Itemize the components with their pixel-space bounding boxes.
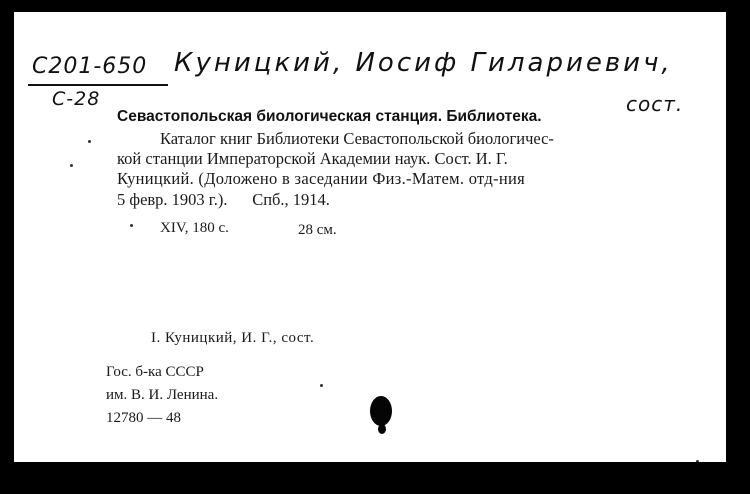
catalog-card bbox=[14, 12, 726, 462]
speck bbox=[320, 384, 323, 387]
ink-blot bbox=[378, 424, 386, 434]
body-line-4: 5 февр. 1903 г.). Спб., 1914. bbox=[117, 190, 330, 209]
stamp-line-2: им. В. И. Ленина. bbox=[106, 387, 219, 403]
added-entry: I. Куницкий, И. Г., сост. bbox=[151, 330, 315, 346]
call-number-underline bbox=[28, 84, 168, 86]
size: 28 см. bbox=[298, 222, 337, 238]
speck bbox=[88, 140, 91, 143]
scan-border-right bbox=[726, 0, 750, 494]
handwritten-role: сост. bbox=[626, 92, 684, 116]
stamp-line-3: 12780 — 48 bbox=[106, 410, 181, 426]
body-line-2: кой станции Императорской Академии наук. Сост. И. Г. bbox=[117, 149, 508, 168]
scan-border-bottom bbox=[0, 462, 750, 494]
card-heading: Севастопольская биологическая станция. Библиотека. bbox=[117, 108, 542, 125]
body-line-1: Каталог книг Библиотеки Севастопольской биологичес- bbox=[160, 129, 554, 148]
call-number-primary: С201-650 bbox=[32, 54, 148, 79]
collation: XIV, 180 с. bbox=[160, 220, 229, 236]
body-line-3: Куницкий. (Доложено в заседании Физ.-Матем. отд-ния bbox=[117, 169, 525, 188]
call-number-secondary: С-28 bbox=[52, 88, 101, 110]
speck bbox=[130, 224, 133, 227]
handwritten-author: Куницкий, Иосиф Гилариевич, bbox=[174, 48, 673, 78]
speck bbox=[70, 164, 73, 167]
ink-blot bbox=[370, 396, 392, 426]
stamp-line-1: Гос. б-ка СССР bbox=[106, 364, 204, 380]
